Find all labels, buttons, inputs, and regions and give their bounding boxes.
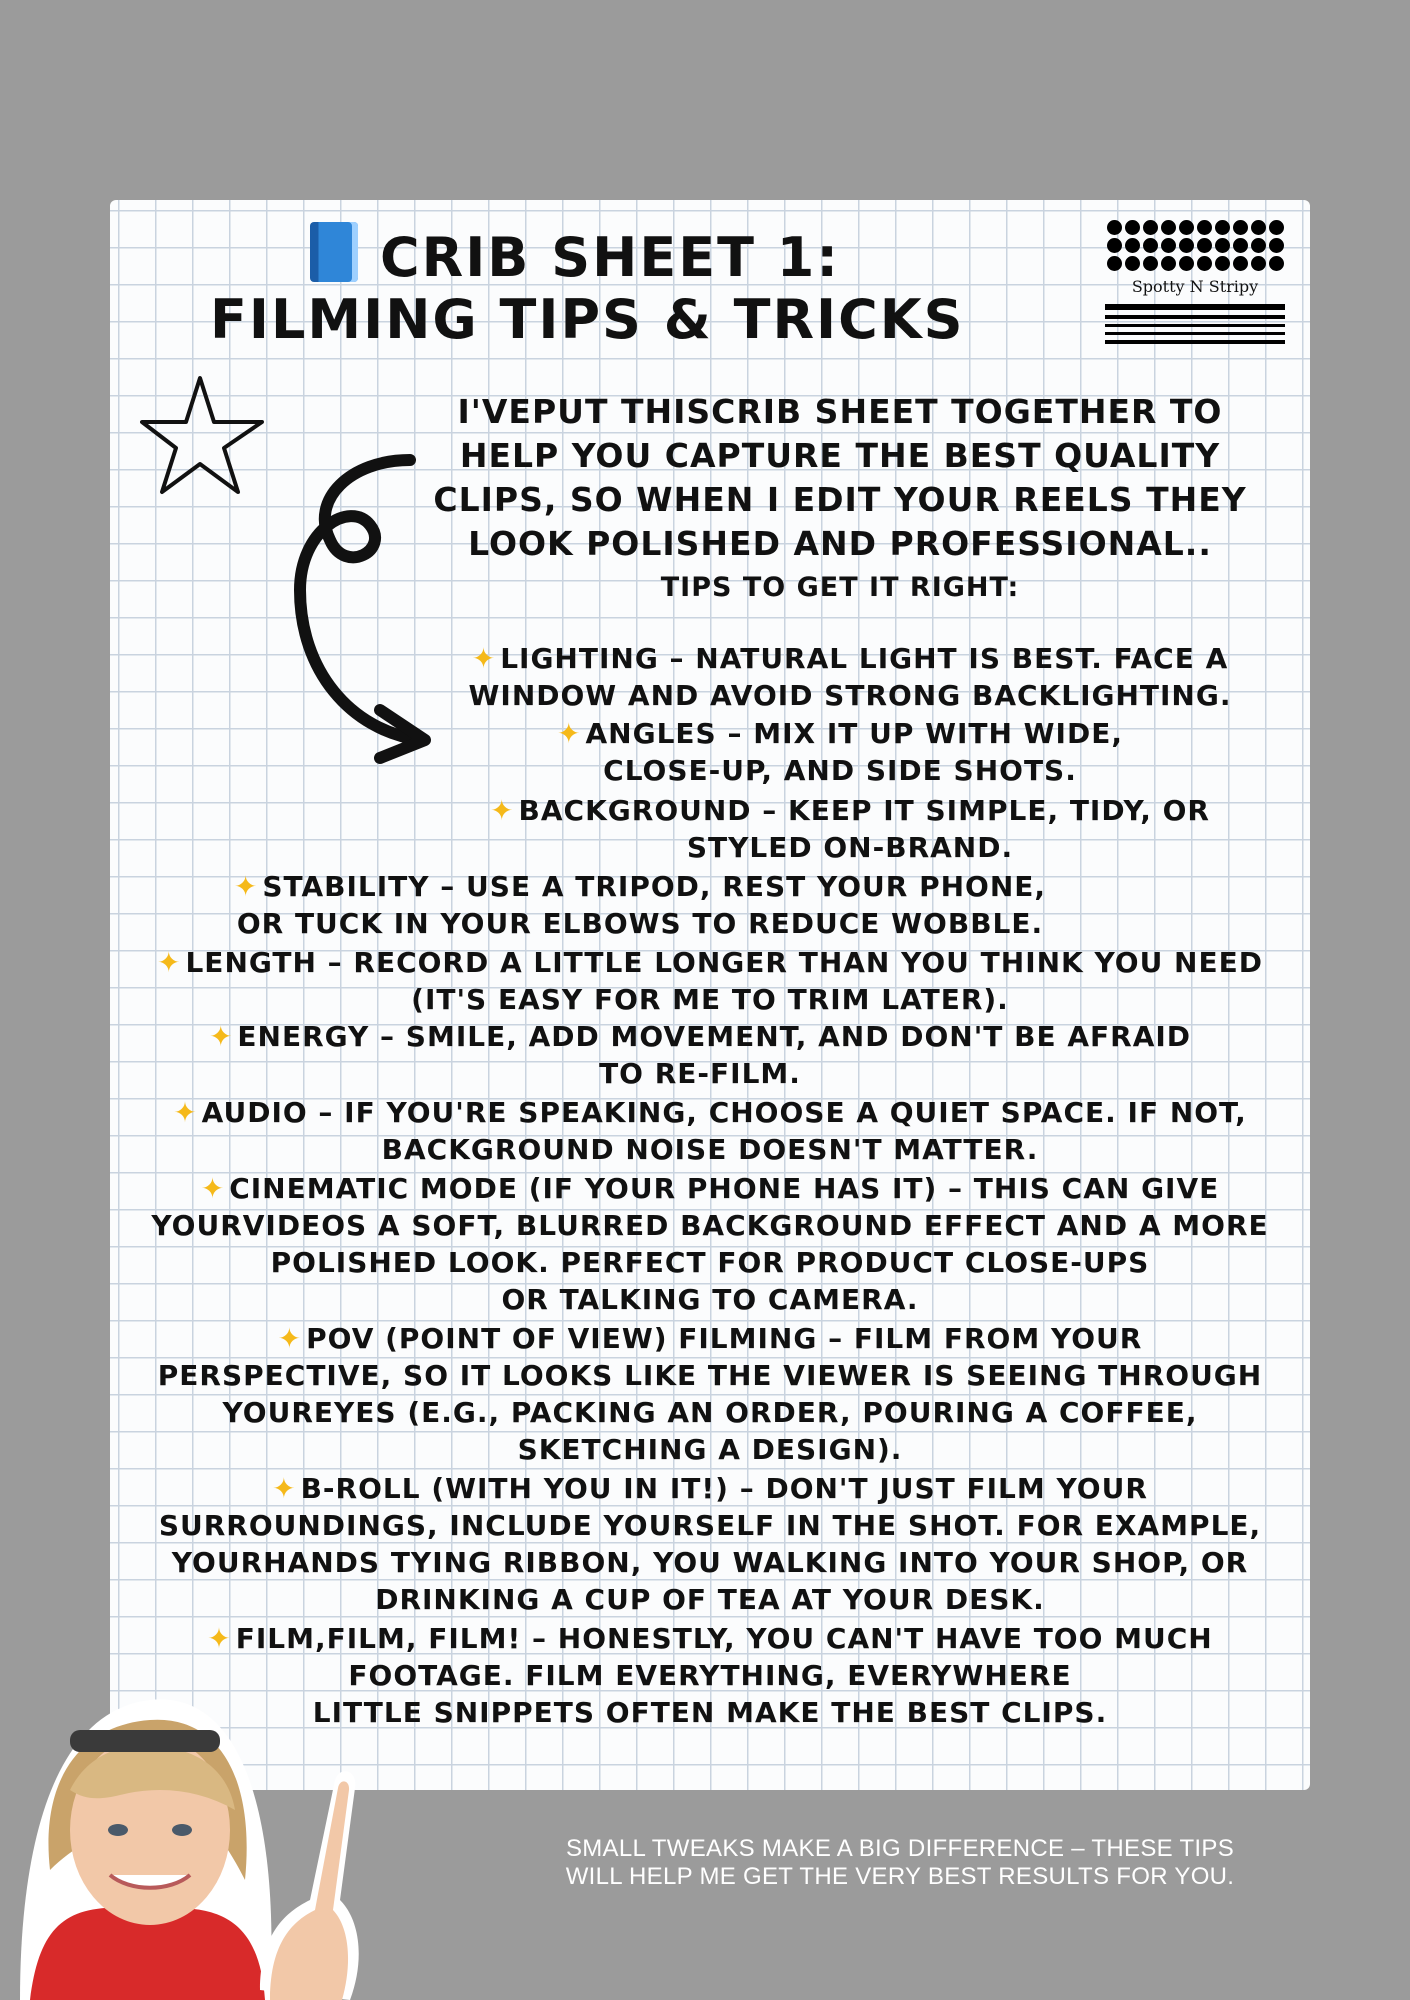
logo-dot xyxy=(1143,238,1158,253)
logo-dot xyxy=(1179,256,1194,271)
book-icon xyxy=(310,222,358,282)
tip-cinematic xyxy=(120,1170,1300,1318)
tip-text: LENGTH – RECORD A LITTLE LONGER THAN YOU THINK YOU NEED (IT'S EASY FOR ME TO TRIM LATER). xyxy=(185,946,1263,1016)
logo-dot xyxy=(1161,256,1176,271)
sparkle-icon: ✦ xyxy=(173,1096,198,1129)
logo-dot xyxy=(1143,220,1158,235)
logo-dot xyxy=(1233,220,1248,235)
logo-dot xyxy=(1161,220,1176,235)
tip-broll xyxy=(120,1470,1300,1618)
logo-dot xyxy=(1143,256,1158,271)
logo-dot xyxy=(1125,256,1140,271)
logo-dots xyxy=(1107,220,1285,271)
sparkle-icon: ✦ xyxy=(272,1472,297,1505)
page-title-line2: FILMING TIPS & TRICKS xyxy=(210,288,965,351)
logo-dot xyxy=(1125,238,1140,253)
logo-dot xyxy=(1251,220,1266,235)
sparkle-icon: ✦ xyxy=(277,1322,303,1355)
logo-dot xyxy=(1179,238,1194,253)
presenter-photo xyxy=(0,1670,410,2000)
tip-text: AUDIO – IF YOU'RE SPEAKING, CHOOSE A QUIET SPACE. IF NOT, BACKGROUND NOISE DOESN'T MATTER. xyxy=(201,1096,1247,1166)
tip-text: BACKGROUND – KEEP IT SIMPLE, TIDY, OR STYLED ON-BRAND. xyxy=(518,794,1210,864)
tip-text: STABILITY – USE A TRIPOD, REST YOUR PHONE, OR TUCK IN YOUR ELBOWS TO REDUCE WOBBLE. xyxy=(236,870,1047,940)
logo-dot xyxy=(1251,238,1266,253)
tip-text: B-ROLL (WITH YOU IN IT!) – DON'T JUST FILM YOUR SURROUNDINGS, INCLUDE YOURSELF IN THE SHOT. FOR EXAMPLE, YOURHANDS TYING RIBBON, YOU WALKING INTO YOUR SHOP, OR DRINKING A CUP OF TEA AT YOUR DESK. xyxy=(158,1472,1262,1616)
tip-text: LIGHTING – NATURAL LIGHT IS BEST. FACE A WINDOW AND AVOID STRONG BACKLIGHTING. xyxy=(468,642,1232,712)
logo-dot xyxy=(1215,220,1230,235)
sparkle-icon: ✦ xyxy=(233,870,259,903)
logo-dot xyxy=(1251,256,1266,271)
tip-length xyxy=(120,944,1300,1018)
logo-dot xyxy=(1107,256,1122,271)
tip-text: CINEMATIC MODE (IF YOUR PHONE HAS IT) – THIS CAN GIVE YOURVIDEOS A SOFT, BLURRED BACKGROUND EFFECT AND A MORE POLISHED LOOK. PERFECT FOR PRODUCT CLOSE-UPS OR TALKING TO CAMERA. xyxy=(151,1172,1269,1316)
logo-dot xyxy=(1197,220,1212,235)
page-title-line1 xyxy=(310,222,840,289)
sparkle-icon: ✦ xyxy=(200,1172,226,1205)
logo-dot xyxy=(1107,238,1122,253)
crib-sheet xyxy=(110,200,1310,1790)
tip-audio xyxy=(120,1094,1300,1168)
sparkle-icon: ✦ xyxy=(208,1020,234,1053)
tip-text: POV (POINT OF VIEW) FILMING – FILM FROM YOUR PERSPECTIVE, SO IT LOOKS LIKE THE VIEWER IS SEEING THROUGH YOUREYES (E.G., PACKING AN ORDER, POURING A COFFEE, SKETCHING A DESIGN). xyxy=(157,1322,1263,1466)
logo-dot xyxy=(1161,238,1176,253)
logo-dot xyxy=(1197,256,1212,271)
tip-energy xyxy=(170,1018,1230,1092)
tip-stability xyxy=(190,868,1090,942)
logo-dot xyxy=(1269,256,1284,271)
title-text-1: CRIB SHEET 1: xyxy=(380,226,840,289)
logo-dot xyxy=(1233,256,1248,271)
footer-caption: SMALL TWEAKS MAKE A BIG DIFFERENCE – THESE TIPS WILL HELP ME GET THE VERY BEST RESULTS FOR YOU. xyxy=(565,1835,1235,1890)
logo-dot xyxy=(1107,220,1122,235)
sparkle-icon: ✦ xyxy=(557,717,582,750)
sparkle-icon: ✦ xyxy=(490,794,515,827)
brand-logo xyxy=(1105,220,1285,380)
tip-text: ENERGY – SMILE, ADD MOVEMENT, AND DON'T BE AFRAID TO RE-FILM. xyxy=(237,1020,1192,1090)
logo-dot xyxy=(1215,256,1230,271)
logo-dot xyxy=(1269,238,1284,253)
tip-text: ANGLES – MIX IT UP WITH WIDE, CLOSE-UP, AND SIDE SHOTS. xyxy=(585,717,1123,787)
logo-dot xyxy=(1215,238,1230,253)
brand-name: Spotty N Stripy xyxy=(1131,277,1259,296)
logo-dot xyxy=(1125,220,1140,235)
logo-dot xyxy=(1179,220,1194,235)
tips-subheading: TIPS TO GET IT RIGHT: xyxy=(660,572,1020,603)
sparkle-icon: ✦ xyxy=(207,1622,232,1655)
logo-stripes xyxy=(1105,304,1285,344)
logo-dot xyxy=(1269,220,1284,235)
intro-text: I'VEPUT THISCRIB SHEET TOGETHER TO HELP YOU CAPTURE THE BEST QUALITY CLIPS, SO WHEN I EDIT YOUR REELS THEY LOOK POLISHED AND PROFESSIONAL.. xyxy=(433,392,1247,563)
logo-dot xyxy=(1233,238,1248,253)
tip-pov xyxy=(120,1320,1300,1468)
tip-text: FILM,FILM, FILM! – HONESTLY, YOU CAN'T HAVE TOO MUCH FOOTAGE. FILM EVERYTHING, EVERYWHERE LITTLE SNIPPETS OFTEN MAKE THE BEST CLIPS. xyxy=(235,1622,1213,1729)
tip-lighting xyxy=(430,640,1270,714)
sparkle-icon: ✦ xyxy=(471,642,497,675)
logo-dot xyxy=(1197,238,1212,253)
tip-background xyxy=(430,792,1270,866)
tip-angles xyxy=(490,715,1190,789)
sparkle-icon: ✦ xyxy=(157,946,182,979)
